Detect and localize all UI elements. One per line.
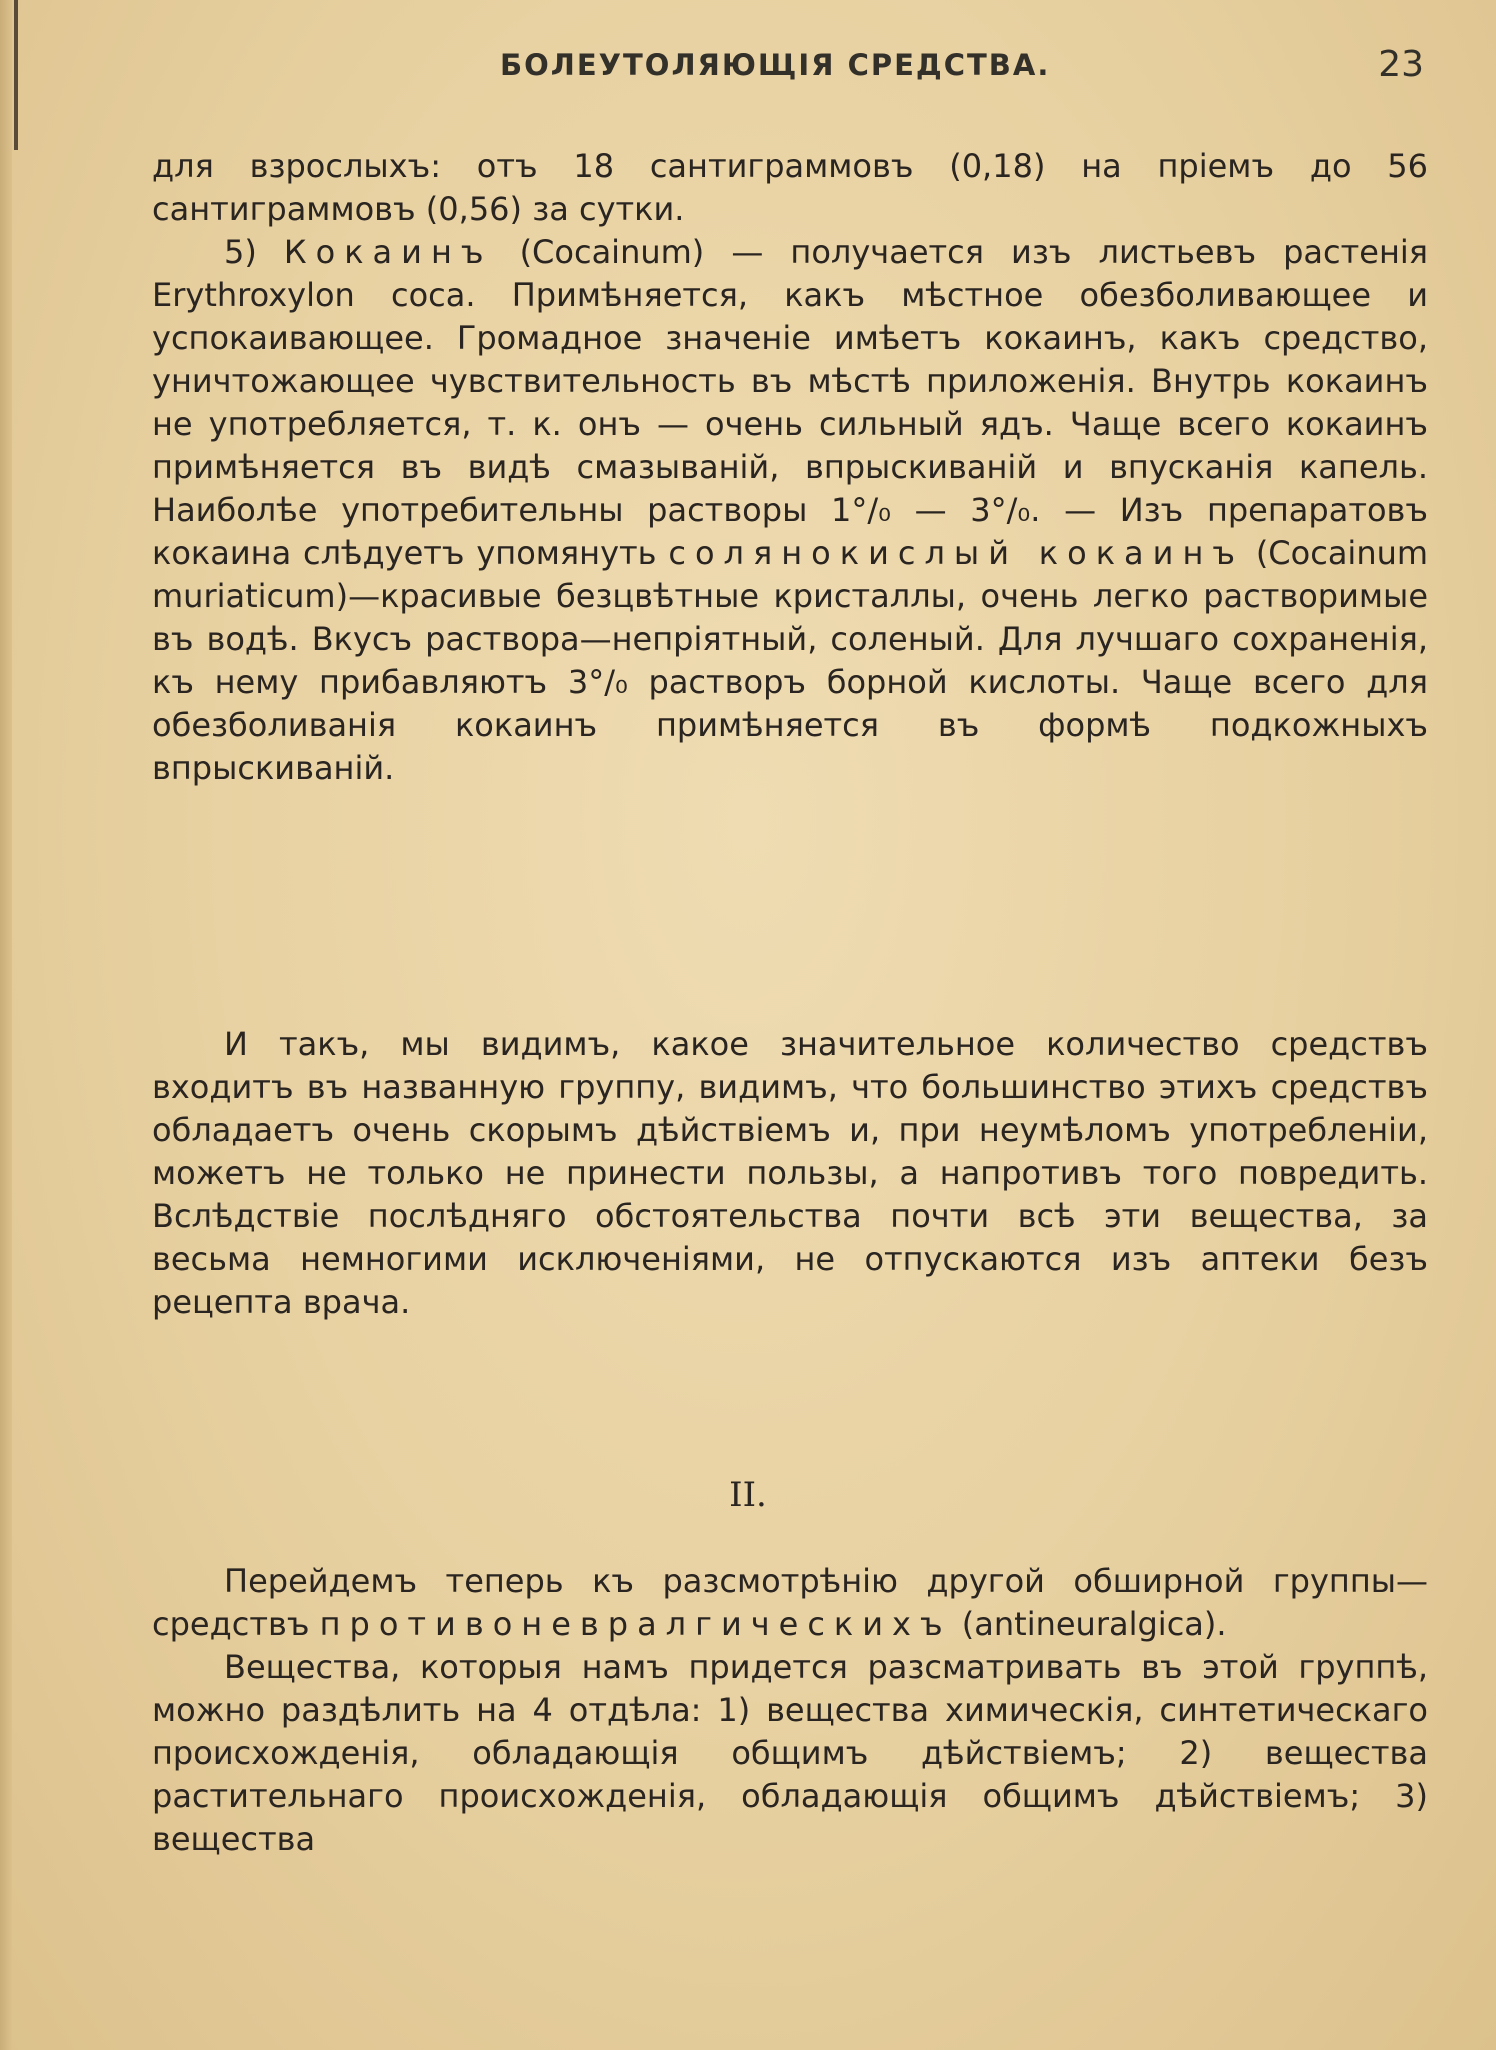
term-antineuralgic: противоневралгическихъ xyxy=(319,1605,952,1643)
text-block-top xyxy=(152,145,1428,790)
item-number: 5) xyxy=(224,233,257,271)
page-number: 23 xyxy=(1378,44,1424,85)
paragraph-summary: И такъ, мы видимъ, какое значительное количество средствъ входитъ въ названную группу, видимъ, что большинство этихъ средствъ обладаетъ очень скорымъ дѣйствіемъ и, при неумѣломъ употребленіи, можетъ не только не принести пользы, а напротивъ того повредить. Вслѣдствіе послѣдняго обстоятельства почти всѣ эти вещества, за весьма немногими исключеніями, не отпускаются изъ аптеки безъ рецепта врача. xyxy=(152,1025,1428,1321)
text-block-bottom xyxy=(152,1560,1428,1861)
cocaine-description: (Cocainum) — получается изъ листьевъ растенія Erythroxylon coca. Примѣняется, какъ мѣстное обезболивающее и успокаивающее. Громадное значеніе имѣетъ кокаинъ, какъ средство, уничтожающее чувствительность въ мѣстѣ приложенія. Внутрь кокаинъ не употребляется, т. к. онъ — очень сильный ядъ. Чаще всего кокаинъ примѣняется въ видѣ смазываній, впрыскиваній и впусканія капель. Наиболѣе употребительны растворы 1°/₀ — 3°/₀. — Изъ препаратовъ кокаина слѣдуетъ упомянуть xyxy=(152,233,1429,572)
running-title: БОЛЕУТОЛЯЮЩІЯ СРЕДСТВА. xyxy=(500,48,1051,82)
spine-shadow xyxy=(14,0,18,150)
section-heading: II. xyxy=(729,1475,767,1515)
term-cocaine-muriate: солянокислый кокаинъ xyxy=(668,534,1244,572)
paragraph-cocaine xyxy=(152,231,1428,790)
term-cocaine: Кокаинъ xyxy=(283,233,493,271)
paragraph-antineuralgic xyxy=(152,1560,1428,1646)
paragraph-dosage: для взрослыхъ: отъ 18 сантиграммовъ (0,18) на пріемъ до 56 сантиграммовъ (0,56) за сутки. xyxy=(152,147,1428,228)
cocaine-muriate-description: (Cocainum muriaticum)—красивые безцвѣтные кристаллы, очень легко растворимые въ водѣ. Вкусъ раствора—непріятный, соленый. Для лучшаго сохраненія, къ нему прибавляютъ 3°/₀ растворъ борной кислоты. Чаще всего для обезболиванія кокаинъ примѣняется въ формѣ подкожныхъ впрыскиваній. xyxy=(152,534,1429,787)
antineuralgic-latin: (antineuralgica). xyxy=(961,1605,1227,1643)
text-block-middle xyxy=(152,1023,1428,1324)
antineuralgic-intro: Перейдемъ теперь къ разсмотрѣнію другой обширной группы—средствъ xyxy=(152,1562,1428,1643)
paragraph-groups: Вещества, которыя намъ придется разсматривать въ этой группѣ, можно раздѣлить на 4 отдѣла: 1) вещества химическія, синтетическаго происхожденія, обладающія общимъ дѣйствіемъ; 2) вещества растительнаго происхожденія, обладающія общимъ дѣйствіемъ; 3) вещества xyxy=(152,1648,1428,1858)
page-edge xyxy=(0,0,12,2050)
